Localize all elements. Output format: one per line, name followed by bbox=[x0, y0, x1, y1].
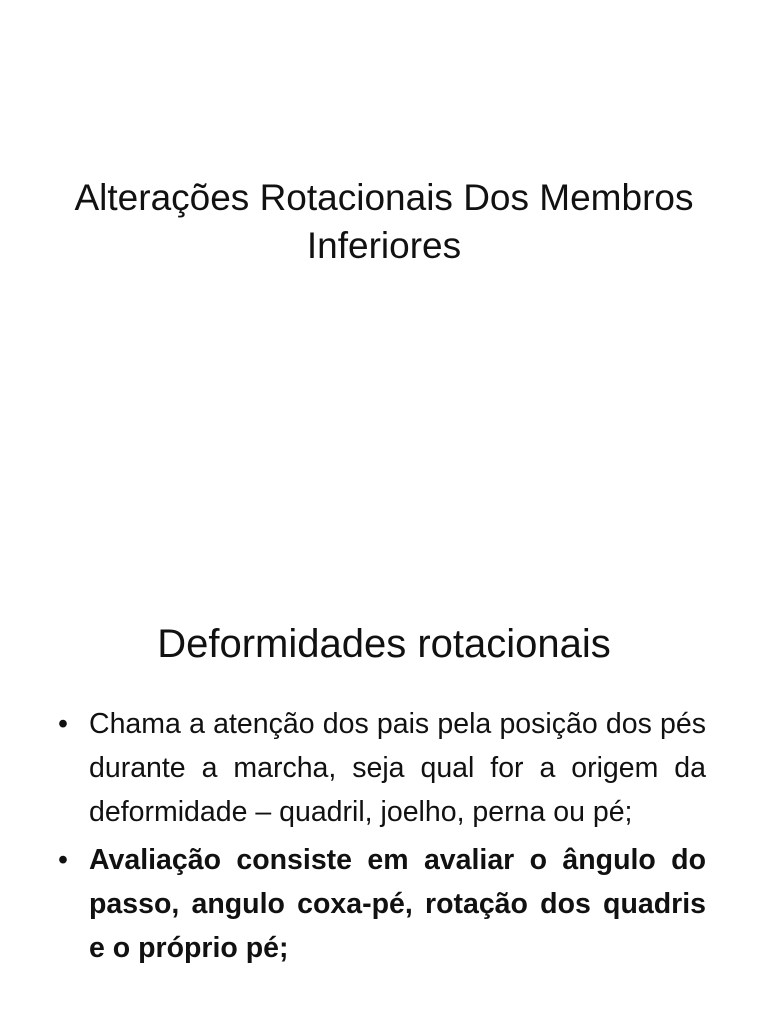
slide-heading: Deformidades rotacionais bbox=[157, 622, 611, 666]
bullet-item bbox=[58, 838, 706, 970]
bullet-icon: • bbox=[58, 708, 68, 740]
bullet-icon: • bbox=[58, 844, 68, 876]
bullet-text: Chama a atenção dos pais pela posição dos pés durante a marcha, seja qual for a origem da deformidade – quadril, joelho, perna ou pé; bbox=[89, 708, 706, 828]
content-slide bbox=[0, 576, 768, 1024]
slide-title: Alterações Rotacionais Dos Membros Inferiores bbox=[74, 177, 694, 266]
bullet-list bbox=[58, 702, 706, 974]
bullet-text: Avaliação consiste em avaliar o ângulo do passo, angulo coxa-pé, rotação dos quadris e o próprio pé; bbox=[89, 844, 706, 964]
bullet-item bbox=[58, 702, 706, 834]
